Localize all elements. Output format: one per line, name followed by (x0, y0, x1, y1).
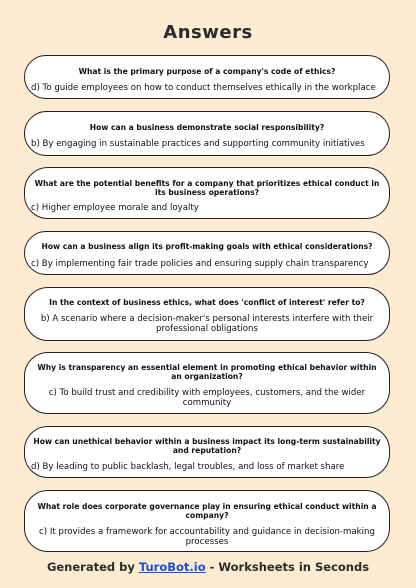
answer-card-7 (24, 426, 390, 478)
answer-text: d) To guide employees on how to conduct themselves ethically in the workplace (31, 83, 376, 93)
answer-text: c) To build trust and credibility with employees, customers, and the wider community (48, 388, 366, 408)
question-text: What is the primary purpose of a company's code of ethics? (78, 67, 336, 76)
question-text: What are the potential benefits for a company that prioritizes ethical conduct in its business operations? (34, 179, 380, 197)
answer-card-5 (24, 287, 390, 341)
question-text: How can a business align its profit-making goals with ethical considerations? (41, 242, 373, 251)
answer-card-6 (24, 352, 390, 414)
question-text: In the context of business ethics, what does 'conflict of interest' refer to? (49, 298, 365, 307)
brand-link[interactable]: TuroBot.io (138, 560, 206, 574)
question-text: How can a business demonstrate social responsibility? (89, 123, 325, 132)
page-title: Answers (163, 22, 253, 43)
answer-text: b) By engaging in sustainable practices and supporting community initiatives (31, 139, 365, 149)
question-text: What role does corporate governance play in ensuring ethical conduct within a company? (37, 502, 377, 520)
answer-card-2 (24, 111, 390, 156)
answer-card-4 (24, 231, 390, 275)
footer-suffix: - Worksheets in Seconds (209, 560, 370, 574)
question-text: How can unethical behavior within a business impact its long-term sustainability and reputation? (33, 437, 381, 455)
answer-text: b) A scenario where a decision-maker's personal interests interfere with their professional obligations (40, 314, 374, 334)
answer-card-8 (24, 490, 390, 552)
answer-card-3 (24, 167, 390, 219)
answer-text: c) Higher employee morale and loyalty (31, 203, 199, 213)
answer-card-1 (24, 55, 390, 99)
footer (0, 560, 416, 574)
answer-text: c) It provides a framework for accountability and guidance in decision-making processes (39, 527, 375, 547)
answer-text: c) By implementing fair trade policies and ensuring supply chain transparency (31, 259, 369, 269)
footer-prefix: Generated by (46, 560, 135, 574)
question-text: Why is transparency an essential element in promoting ethical behavior within an organization? (37, 363, 377, 381)
answer-text: d) By leading to public backlash, legal troubles, and loss of market share (31, 462, 345, 472)
